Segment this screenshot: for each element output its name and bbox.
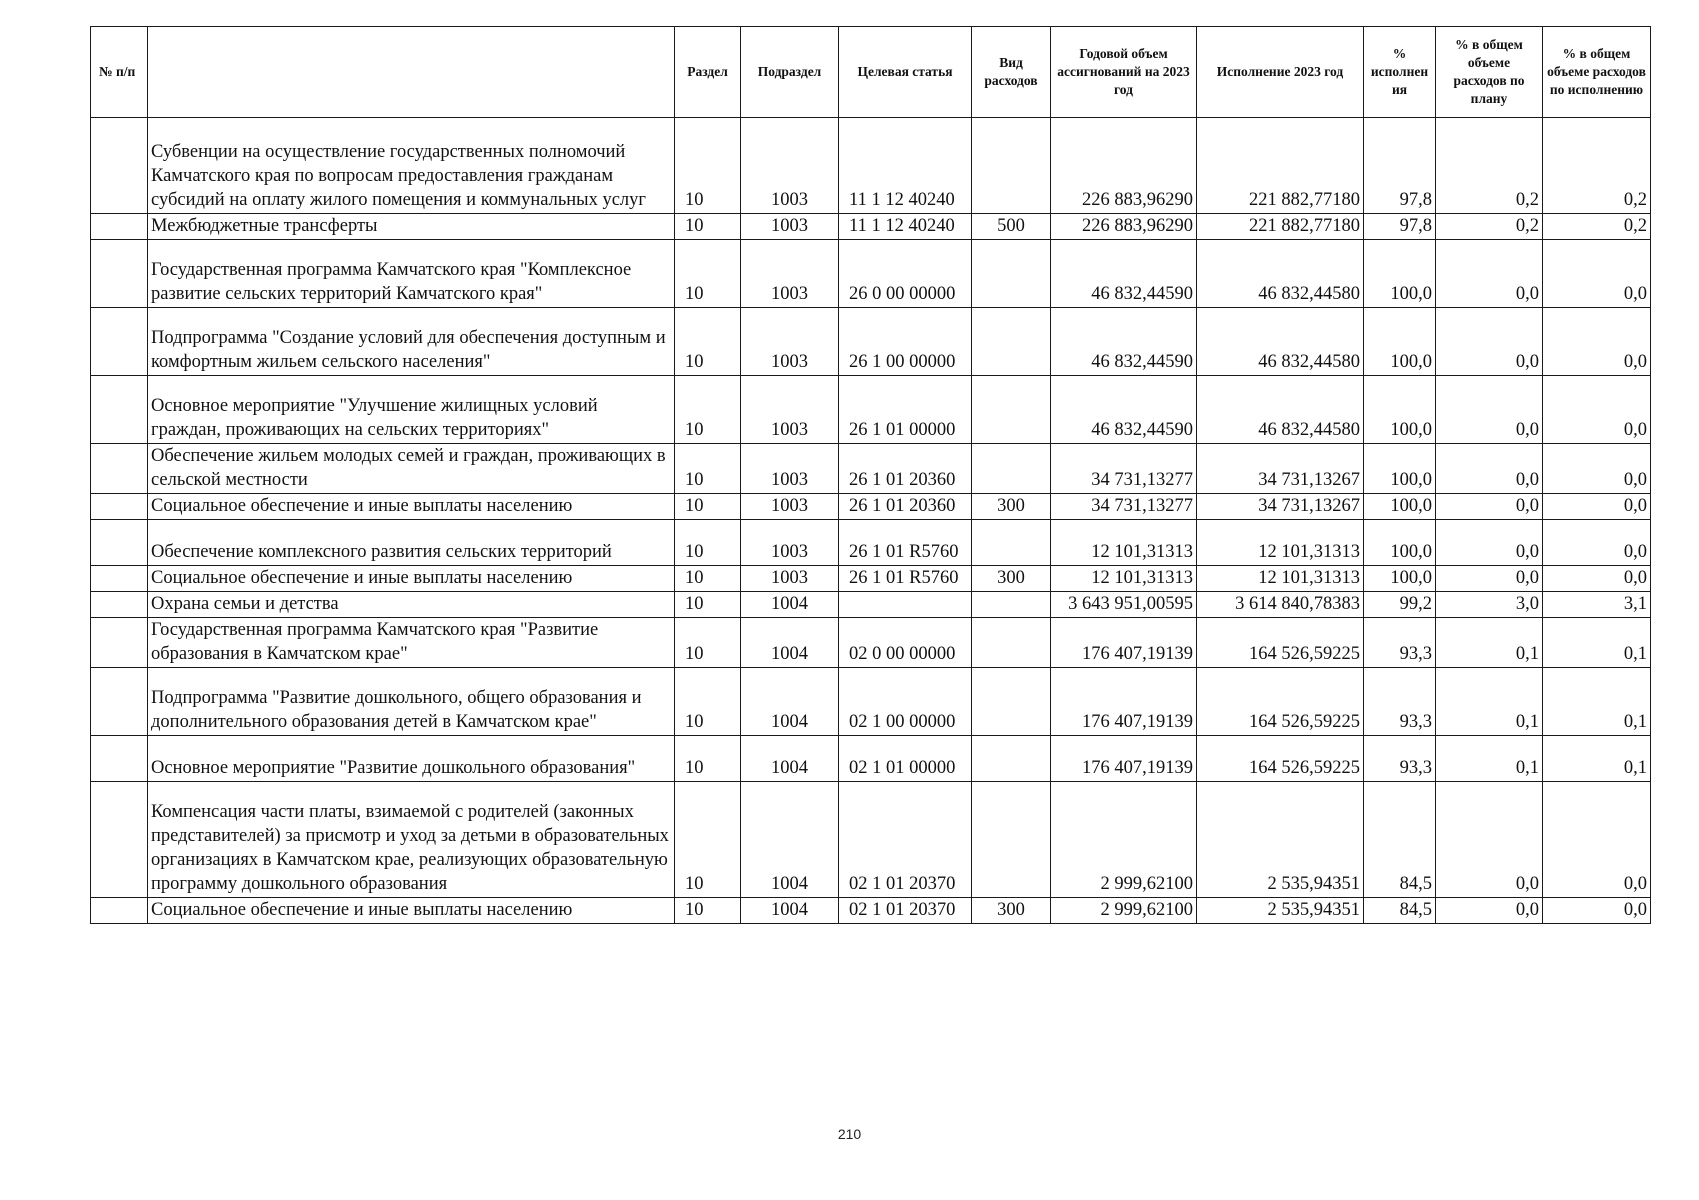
cell-pct: 100,0 — [1364, 566, 1436, 592]
cell-num — [91, 736, 148, 782]
header-row — [91, 27, 1651, 118]
cell-tselevaya: 02 1 01 20370 — [839, 898, 972, 924]
cell-podrazdel: 1004 — [741, 618, 839, 668]
cell-pct-isp: 0,0 — [1543, 566, 1651, 592]
cell-razdel: 10 — [675, 376, 741, 444]
cell-num — [91, 308, 148, 376]
cell-num — [91, 214, 148, 240]
cell-name: Социальное обеспечение и иные выплаты населению — [148, 898, 675, 924]
cell-razdel: 10 — [675, 494, 741, 520]
cell-pct-plan: 0,1 — [1436, 618, 1543, 668]
cell-pct-plan: 0,0 — [1436, 566, 1543, 592]
table-row — [91, 444, 1651, 494]
cell-num — [91, 494, 148, 520]
cell-pct-plan: 0,0 — [1436, 898, 1543, 924]
cell-podrazdel: 1003 — [741, 494, 839, 520]
cell-pct-isp: 0,0 — [1543, 240, 1651, 308]
cell-ispolnenie: 46 832,44580 — [1197, 240, 1364, 308]
table-row — [91, 618, 1651, 668]
cell-ispolnenie: 2 535,94351 — [1197, 782, 1364, 898]
cell-name: Основное мероприятие "Развитие дошкольного образования" — [148, 736, 675, 782]
cell-ispolnenie: 164 526,59225 — [1197, 736, 1364, 782]
cell-num — [91, 668, 148, 736]
cell-pct-isp: 3,1 — [1543, 592, 1651, 618]
cell-pct-isp: 0,0 — [1543, 898, 1651, 924]
cell-num — [91, 444, 148, 494]
cell-vid: 300 — [972, 898, 1051, 924]
cell-godovoy: 34 731,13277 — [1051, 444, 1197, 494]
cell-pct: 100,0 — [1364, 376, 1436, 444]
cell-pct-isp: 0,2 — [1543, 214, 1651, 240]
cell-pct-plan: 0,0 — [1436, 240, 1543, 308]
cell-pct-plan: 3,0 — [1436, 592, 1543, 618]
cell-godovoy: 176 407,19139 — [1051, 736, 1197, 782]
cell-tselevaya: 26 1 01 00000 — [839, 376, 972, 444]
cell-podrazdel: 1004 — [741, 782, 839, 898]
cell-pct: 97,8 — [1364, 118, 1436, 214]
cell-pct: 99,2 — [1364, 592, 1436, 618]
cell-pct: 100,0 — [1364, 494, 1436, 520]
budget-table-sheet — [90, 26, 1650, 924]
cell-tselevaya: 11 1 12 40240 — [839, 214, 972, 240]
cell-vid — [972, 618, 1051, 668]
cell-tselevaya: 26 1 01 20360 — [839, 494, 972, 520]
cell-pct-isp: 0,1 — [1543, 668, 1651, 736]
cell-pct-plan: 0,0 — [1436, 308, 1543, 376]
page-number: 210 — [837, 1126, 862, 1142]
cell-tselevaya: 02 1 00 00000 — [839, 668, 972, 736]
cell-pct: 93,3 — [1364, 618, 1436, 668]
cell-razdel: 10 — [675, 240, 741, 308]
cell-ispolnenie: 221 882,77180 — [1197, 214, 1364, 240]
table-header — [91, 27, 1651, 118]
table-row — [91, 240, 1651, 308]
cell-podrazdel: 1003 — [741, 240, 839, 308]
cell-num — [91, 240, 148, 308]
cell-razdel: 10 — [675, 444, 741, 494]
cell-godovoy: 226 883,96290 — [1051, 118, 1197, 214]
cell-name: Основное мероприятие "Улучшение жилищных условий граждан, проживающих на сельских территориях" — [148, 376, 675, 444]
cell-pct: 100,0 — [1364, 444, 1436, 494]
cell-ispolnenie: 12 101,31313 — [1197, 520, 1364, 566]
cell-pct-plan: 0,2 — [1436, 214, 1543, 240]
table-row — [91, 118, 1651, 214]
cell-podrazdel: 1003 — [741, 214, 839, 240]
table-body — [91, 118, 1651, 924]
cell-num — [91, 566, 148, 592]
cell-vid: 300 — [972, 566, 1051, 592]
cell-podrazdel: 1003 — [741, 376, 839, 444]
cell-pct-isp: 0,0 — [1543, 520, 1651, 566]
header-name — [148, 27, 675, 118]
cell-ispolnenie: 221 882,77180 — [1197, 118, 1364, 214]
cell-vid: 300 — [972, 494, 1051, 520]
cell-pct-plan: 0,0 — [1436, 376, 1543, 444]
cell-pct-isp: 0,0 — [1543, 444, 1651, 494]
cell-razdel: 10 — [675, 668, 741, 736]
cell-ispolnenie: 34 731,13267 — [1197, 444, 1364, 494]
cell-tselevaya: 26 0 00 00000 — [839, 240, 972, 308]
cell-godovoy: 226 883,96290 — [1051, 214, 1197, 240]
cell-num — [91, 618, 148, 668]
cell-num — [91, 376, 148, 444]
cell-razdel: 10 — [675, 308, 741, 376]
cell-pct-plan: 0,0 — [1436, 782, 1543, 898]
cell-razdel: 10 — [675, 736, 741, 782]
cell-ispolnenie: 164 526,59225 — [1197, 618, 1364, 668]
budget-execution-table — [90, 26, 1651, 924]
cell-vid — [972, 118, 1051, 214]
cell-name: Государственная программа Камчатского края "Развитие образования в Камчатском крае" — [148, 618, 675, 668]
cell-godovoy: 2 999,62100 — [1051, 898, 1197, 924]
cell-podrazdel: 1004 — [741, 898, 839, 924]
cell-name: Обеспечение жильем молодых семей и граждан, проживающих в сельской местности — [148, 444, 675, 494]
cell-godovoy: 46 832,44590 — [1051, 240, 1197, 308]
cell-vid — [972, 782, 1051, 898]
cell-name: Субвенции на осуществление государственных полномочий Камчатского края по вопросам предоставления гражданам субсидий на оплату жилого помещения и коммунальных услуг — [148, 118, 675, 214]
cell-name: Межбюджетные трансферты — [148, 214, 675, 240]
cell-razdel: 10 — [675, 592, 741, 618]
cell-podrazdel: 1004 — [741, 668, 839, 736]
cell-podrazdel: 1003 — [741, 566, 839, 592]
cell-tselevaya: 26 1 01 R5760 — [839, 520, 972, 566]
cell-num — [91, 118, 148, 214]
table-row — [91, 494, 1651, 520]
table-row — [91, 214, 1651, 240]
cell-pct-isp: 0,0 — [1543, 308, 1651, 376]
cell-pct-isp: 0,0 — [1543, 494, 1651, 520]
cell-vid — [972, 592, 1051, 618]
cell-vid — [972, 376, 1051, 444]
cell-pct-plan: 0,0 — [1436, 444, 1543, 494]
cell-num — [91, 592, 148, 618]
cell-vid — [972, 736, 1051, 782]
cell-pct: 93,3 — [1364, 736, 1436, 782]
header-tselevaya: Целевая статья — [839, 27, 972, 118]
table-row — [91, 736, 1651, 782]
cell-pct: 97,8 — [1364, 214, 1436, 240]
cell-pct: 100,0 — [1364, 308, 1436, 376]
table-row — [91, 308, 1651, 376]
table-row — [91, 376, 1651, 444]
cell-pct-plan: 0,2 — [1436, 118, 1543, 214]
cell-pct-plan: 0,1 — [1436, 736, 1543, 782]
cell-pct-plan: 0,1 — [1436, 668, 1543, 736]
cell-name: Социальное обеспечение и иные выплаты населению — [148, 494, 675, 520]
cell-razdel: 10 — [675, 782, 741, 898]
cell-tselevaya: 02 0 00 00000 — [839, 618, 972, 668]
cell-pct-isp: 0,2 — [1543, 118, 1651, 214]
cell-ispolnenie: 46 832,44580 — [1197, 308, 1364, 376]
header-podrazdel: Подраздел — [741, 27, 839, 118]
table-row — [91, 520, 1651, 566]
cell-podrazdel: 1003 — [741, 520, 839, 566]
cell-razdel: 10 — [675, 618, 741, 668]
cell-podrazdel: 1003 — [741, 308, 839, 376]
cell-num — [91, 782, 148, 898]
cell-vid: 500 — [972, 214, 1051, 240]
cell-ispolnenie: 46 832,44580 — [1197, 376, 1364, 444]
cell-godovoy: 176 407,19139 — [1051, 618, 1197, 668]
header-pct: % исполнен ия — [1364, 27, 1436, 118]
table-row — [91, 592, 1651, 618]
cell-tselevaya — [839, 592, 972, 618]
cell-vid — [972, 520, 1051, 566]
cell-name: Обеспечение комплексного развития сельских территорий — [148, 520, 675, 566]
cell-name: Охрана семьи и детства — [148, 592, 675, 618]
cell-num — [91, 898, 148, 924]
cell-ispolnenie: 34 731,13267 — [1197, 494, 1364, 520]
cell-podrazdel: 1003 — [741, 444, 839, 494]
cell-razdel: 10 — [675, 566, 741, 592]
cell-razdel: 10 — [675, 118, 741, 214]
cell-pct: 93,3 — [1364, 668, 1436, 736]
cell-razdel: 10 — [675, 214, 741, 240]
cell-godovoy: 2 999,62100 — [1051, 782, 1197, 898]
cell-podrazdel: 1004 — [741, 592, 839, 618]
cell-ispolnenie: 3 614 840,78383 — [1197, 592, 1364, 618]
cell-ispolnenie: 12 101,31313 — [1197, 566, 1364, 592]
cell-razdel: 10 — [675, 520, 741, 566]
table-row — [91, 566, 1651, 592]
table-row — [91, 668, 1651, 736]
cell-podrazdel: 1004 — [741, 736, 839, 782]
cell-vid — [972, 444, 1051, 494]
cell-godovoy: 3 643 951,00595 — [1051, 592, 1197, 618]
cell-tselevaya: 26 1 01 20360 — [839, 444, 972, 494]
cell-pct: 100,0 — [1364, 240, 1436, 308]
header-num: № п/п — [91, 27, 148, 118]
cell-tselevaya: 11 1 12 40240 — [839, 118, 972, 214]
cell-tselevaya: 26 1 00 00000 — [839, 308, 972, 376]
table-row — [91, 782, 1651, 898]
cell-pct-isp: 0,0 — [1543, 782, 1651, 898]
cell-godovoy: 46 832,44590 — [1051, 308, 1197, 376]
cell-pct-plan: 0,0 — [1436, 520, 1543, 566]
cell-vid — [972, 240, 1051, 308]
header-razdel: Раздел — [675, 27, 741, 118]
cell-name: Подпрограмма "Развитие дошкольного, общего образования и дополнительного образования детей в Камчатском крае" — [148, 668, 675, 736]
cell-num — [91, 520, 148, 566]
cell-pct-isp: 0,1 — [1543, 618, 1651, 668]
cell-ispolnenie: 2 535,94351 — [1197, 898, 1364, 924]
table-row — [91, 898, 1651, 924]
cell-godovoy: 12 101,31313 — [1051, 520, 1197, 566]
header-vid: Вид расходов — [972, 27, 1051, 118]
cell-pct-isp: 0,1 — [1543, 736, 1651, 782]
cell-razdel: 10 — [675, 898, 741, 924]
cell-pct-plan: 0,0 — [1436, 494, 1543, 520]
cell-godovoy: 12 101,31313 — [1051, 566, 1197, 592]
cell-name: Подпрограмма "Создание условий для обеспечения доступным и комфортным жильем сельского населения" — [148, 308, 675, 376]
cell-godovoy: 34 731,13277 — [1051, 494, 1197, 520]
cell-tselevaya: 02 1 01 20370 — [839, 782, 972, 898]
header-pct-isp: % в общем объеме расходов по исполнению — [1543, 27, 1651, 118]
cell-name: Государственная программа Камчатского края "Комплексное развитие сельских территорий Камчатского края" — [148, 240, 675, 308]
header-pct-plan: % в общем объеме расходов по плану — [1436, 27, 1543, 118]
cell-ispolnenie: 164 526,59225 — [1197, 668, 1364, 736]
cell-name: Социальное обеспечение и иные выплаты населению — [148, 566, 675, 592]
cell-podrazdel: 1003 — [741, 118, 839, 214]
cell-pct: 100,0 — [1364, 520, 1436, 566]
cell-godovoy: 46 832,44590 — [1051, 376, 1197, 444]
cell-pct-isp: 0,0 — [1543, 376, 1651, 444]
cell-vid — [972, 668, 1051, 736]
header-ispolnenie: Исполнение 2023 год — [1197, 27, 1364, 118]
cell-name: Компенсация части платы, взимаемой с родителей (законных представителей) за присмотр и уход за детьми в образовательных организациях в Камчатском крае, реализующих образовательную программу дошкольного образования — [148, 782, 675, 898]
cell-vid — [972, 308, 1051, 376]
cell-tselevaya: 26 1 01 R5760 — [839, 566, 972, 592]
cell-pct: 84,5 — [1364, 782, 1436, 898]
cell-pct: 84,5 — [1364, 898, 1436, 924]
header-godovoy: Годовой объем ассигнований на 2023 год — [1051, 27, 1197, 118]
cell-tselevaya: 02 1 01 00000 — [839, 736, 972, 782]
cell-godovoy: 176 407,19139 — [1051, 668, 1197, 736]
